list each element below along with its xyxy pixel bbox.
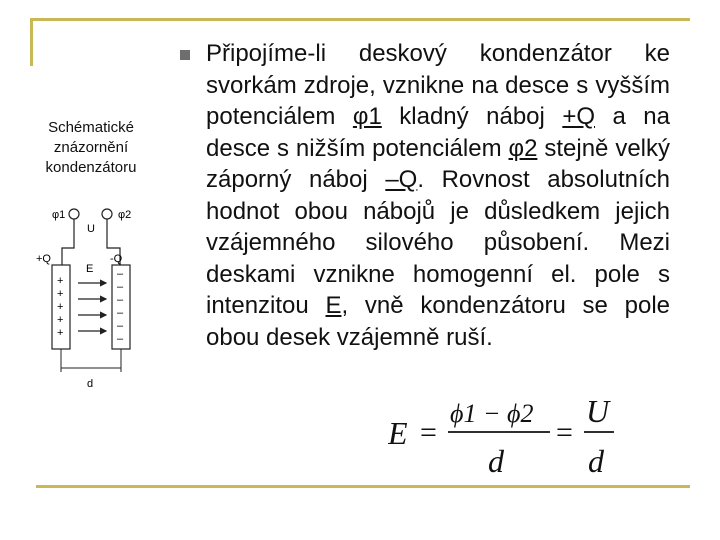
label-field-e: E	[86, 263, 94, 275]
label-voltage: U	[87, 223, 95, 235]
text-field-e: E	[325, 292, 342, 319]
terminal-right	[102, 209, 112, 219]
text-part-3: a na desce s nižším potenciálem	[206, 103, 670, 162]
capacitor-diagram	[0, 0, 200, 400]
text-part-2: kladný náboj	[381, 103, 563, 130]
terminal-left	[69, 209, 79, 219]
diagram-caption: Schématické znázornění kondenzátoru	[45, 119, 137, 176]
text-phi1: φ1	[352, 103, 382, 130]
text-plus-q: +Q	[562, 103, 596, 130]
text-part-5: . Rovnost absolutních hodnot obou nábojů je důsledkem jejich vzájemného silového působení. Mezi deskami vznikne homogenní el. pole s intenzitou	[206, 166, 670, 319]
text-minus-q: –Q	[385, 166, 418, 193]
minus-sign: –	[117, 268, 124, 280]
text-part-6: , vně kondenzátoru se pole obou desek vzájemně ruší.	[206, 292, 670, 351]
field-formula	[388, 392, 618, 478]
plus-sign: +	[57, 327, 64, 339]
label-phi1: φ1	[52, 209, 66, 221]
label-minus-q: -Q	[110, 253, 123, 265]
plus-sign: +	[57, 288, 64, 300]
formula-e: E	[388, 415, 408, 451]
main-paragraph	[206, 38, 670, 353]
text-phi2: φ2	[508, 134, 538, 162]
label-plus-q: +Q	[36, 253, 51, 265]
plus-signs	[57, 275, 63, 339]
minus-sign: –	[117, 307, 124, 319]
field-arrows	[78, 283, 106, 331]
minus-signs	[117, 268, 124, 345]
formula-denominator-2: d	[588, 443, 604, 478]
minus-sign: –	[117, 294, 124, 306]
plus-sign: +	[57, 301, 64, 313]
minus-sign: –	[117, 320, 124, 332]
formula-eq-1: =	[420, 416, 437, 449]
plus-sign: +	[57, 314, 64, 326]
wire-left	[62, 219, 74, 265]
label-phi2: φ2	[118, 209, 132, 221]
text-part-1: Připojíme-li deskový kondenzátor ke svorkám zdroje, vznikne na desce s vyšším potenciálem	[206, 40, 670, 130]
label-distance: d	[87, 378, 94, 390]
frame-bottom-line	[36, 485, 690, 488]
formula-denominator-1: d	[488, 443, 504, 478]
minus-sign: –	[117, 281, 124, 293]
formula-numerator-2: U	[586, 393, 610, 429]
minus-sign: –	[117, 333, 124, 345]
plus-sign: +	[57, 275, 64, 287]
formula-eq-2: =	[556, 416, 573, 449]
formula-numerator-1: ϕ1 − ϕ2	[450, 399, 534, 428]
text-part-4: stejně velký záporný náboj	[206, 134, 670, 193]
